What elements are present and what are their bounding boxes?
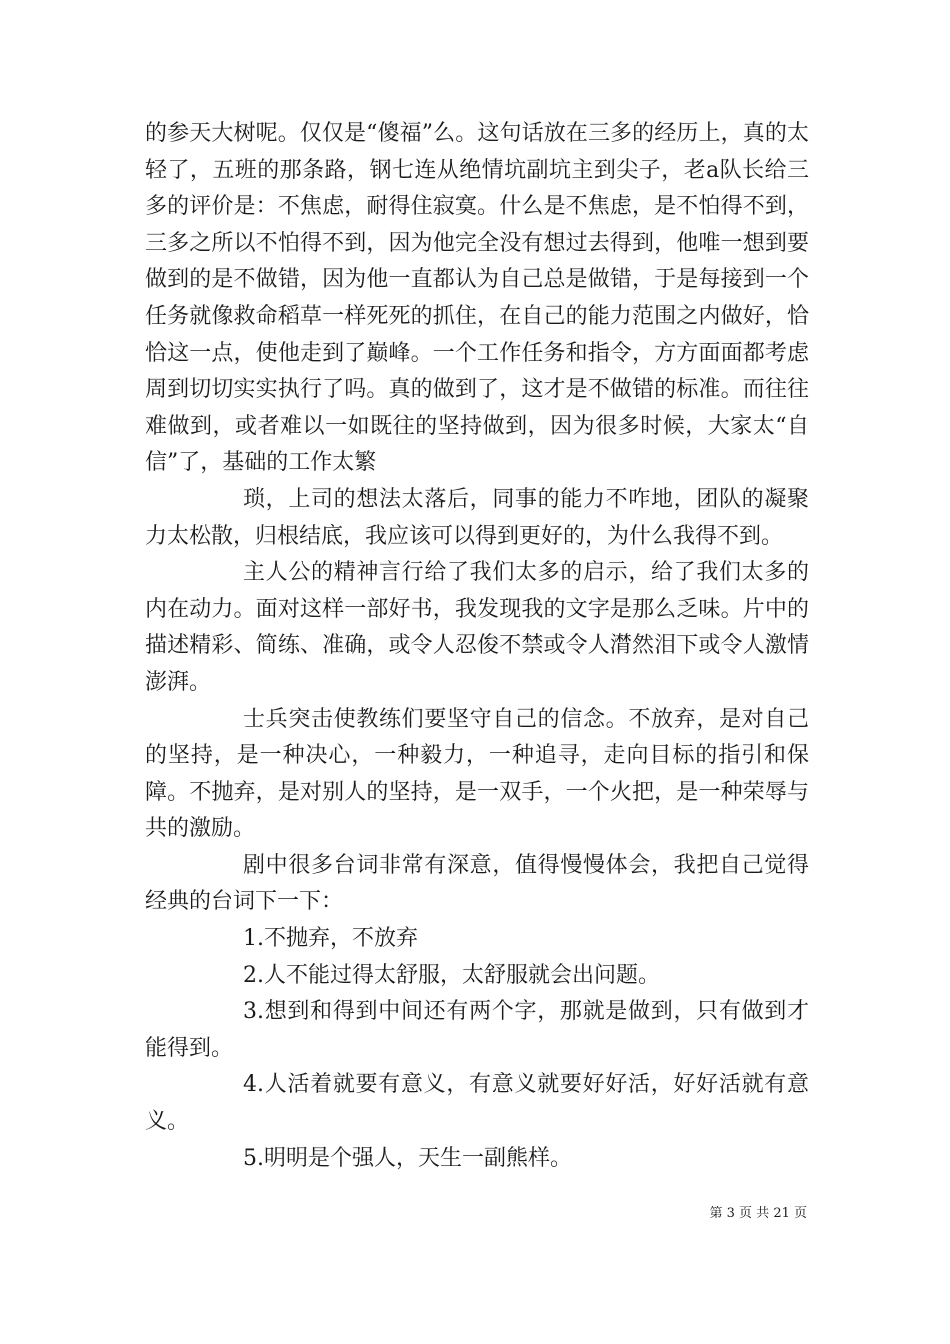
list-item: 3.想到和得到中间还有两个字，那就是做到，只有做到才能得到。: [145, 999, 809, 1061]
paragraph-continued: 的参天大树呢。仅仅是“傻福”么。这句话放在三多的经历上，真的太轻了，五班的那条路，钢七连从绝情坑副坑主到尖子，老a队长给三多的评价是：不焦虑，耐得住寂寞。什么是不焦虑，是不怕得不到，三多之所以不怕得不到，因为他完全没有想过去得到，他唯一想到要做到的是不做错，因为他一直都认为自己总是做错，于是每接到一个任务就像救命稻草一样死死的抓住，在自己的能力范围之内做好，恰恰这一点，使他走到了巅峰。一个工作任务和指令，方方面面都考虑周到切切实实执行了吗。真的做到了，这才是不做错的标准。而往往难做到，或者难以一如既往的坚持做到，因为很多时候，大家太“自信”了，基础的工作太繁: [145, 121, 809, 476]
list-item: 4.人活着就要有意义，有意义就要好好活，好好活就有意义。: [145, 1072, 809, 1135]
paragraph: 剧中很多台词非常有深意，值得慢慢体会，我把自己觉得经典的台词下一下：: [145, 852, 809, 915]
list-item: 5.明明是个强人，天生一副熊样。: [243, 1145, 572, 1171]
paragraph: 琐，上司的想法太落后，同事的能力不咋地，团队的凝聚力太松散，归根结底，我应该可以得到更好的，为什么我得不到。: [145, 486, 809, 549]
page-body: [145, 116, 809, 1177]
list-item: 1.不抛弃，不放弃: [243, 926, 418, 952]
paragraph: 士兵突击使教练们要坚守自己的信念。不放弃，是对自己的坚持，是一种决心，一种毅力，一种追寻，走向目标的指引和保障。不抛弃，是对别人的坚持，是一双手，一个火把，是一种荣辱与共的激励。: [145, 706, 809, 842]
list-item: 2.人不能过得太舒服，太舒服就会出问题。: [243, 962, 660, 988]
page-number-footer: 第 3 页 共 21 页: [709, 1206, 807, 1221]
paragraph: 主人公的精神言行给了我们太多的启示，给了我们太多的内在动力。面对这样一部好书，我发现我的文字是那么乏味。片中的描述精彩、简练、准确，或令人忍俊不禁或令人潸然泪下或令人激情澎湃。: [145, 560, 809, 695]
